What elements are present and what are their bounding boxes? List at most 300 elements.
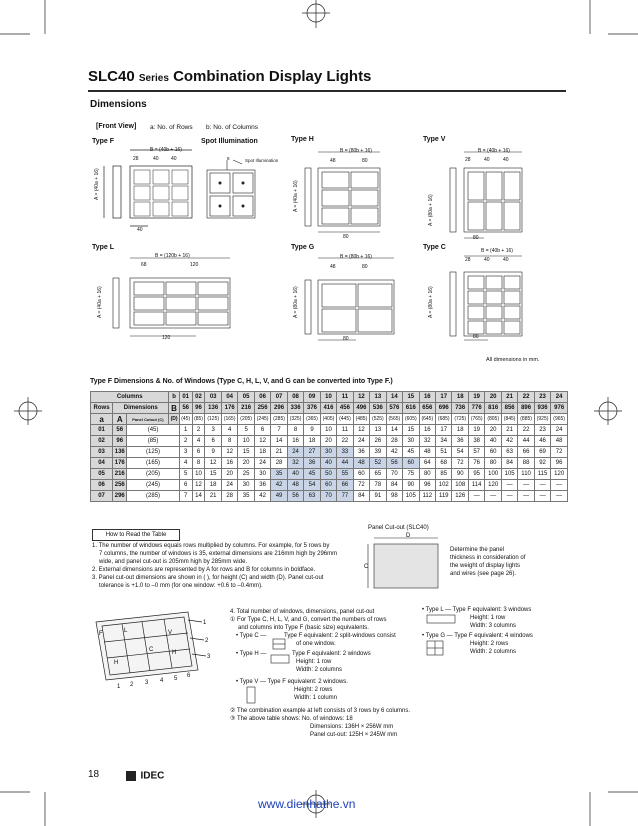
table-cell: 36 [254, 480, 270, 491]
table-cell: 20 [221, 469, 237, 480]
table-cell: 114 [468, 480, 484, 491]
B-cell: 496 [353, 403, 369, 414]
col-cell: 11 [337, 392, 353, 403]
table-cell: (125) [127, 447, 179, 458]
B-cell: 936 [534, 403, 550, 414]
table-cell: 3 [205, 425, 221, 436]
v-dim-28: 28 [465, 157, 471, 163]
table-cell: 12 [254, 436, 270, 447]
type-l-note-3: Width: 3 columns [470, 623, 517, 629]
table-cell: 85 [436, 469, 452, 480]
dimensions-table [90, 391, 568, 502]
type-g-note-2: Height: 2 rows [470, 641, 509, 647]
table-cell: — [551, 480, 568, 491]
table-cell: 44 [337, 458, 353, 469]
table-cell: 6 [205, 436, 221, 447]
col-cell: 12 [353, 392, 369, 403]
col-cell: 10 [320, 392, 336, 403]
type-h-note-1: • Type H — [236, 651, 267, 657]
table-cell: 76 [468, 458, 484, 469]
table-cell: 7 [179, 491, 192, 502]
g-top-formula: B = (80b + 16) [340, 254, 372, 260]
table-row [91, 447, 568, 458]
D-cell: (845) [501, 414, 517, 425]
B-cell: 736 [452, 403, 468, 414]
table-cell: 92 [534, 458, 550, 469]
h-dim-80b: 80 [343, 234, 349, 240]
panel-note [450, 546, 525, 578]
table-cell: 60 [403, 458, 419, 469]
table-cell: 12 [221, 447, 237, 458]
rows-label: Rows [91, 403, 113, 414]
panel-cutout-text: Panel Cutout [132, 416, 157, 422]
table-cell: 100 [485, 469, 501, 480]
table-row [91, 458, 568, 469]
col-cell: 19 [468, 392, 484, 403]
l-top-formula: B = (120b + 16) [155, 253, 190, 259]
table-cell: (285) [127, 491, 179, 502]
B-cell: 536 [370, 403, 386, 414]
table-cell: 96 [113, 436, 127, 447]
note-2: 2. External dimensions are represented by A for rows and B for columns in boldface. [92, 567, 316, 573]
summary-line-3c: Panel cut-out: 125H × 245W mm [310, 732, 398, 738]
type-l-note-1: • Type L — Type F equivalent: 3 windows [422, 607, 532, 613]
table-cell: 14 [386, 425, 402, 436]
ex-r2: 2 [205, 638, 209, 644]
summary-line-3b: Dimensions: 136H × 256W mm [310, 724, 394, 730]
D-cell: (965) [551, 414, 568, 425]
g-side-formula: A = (80a + 16) [293, 286, 299, 318]
v-top-formula: B = (40b + 16) [478, 148, 510, 154]
table-cell: 115 [534, 469, 550, 480]
type-g-note-3: Width: 2 columns [470, 649, 517, 655]
table-cell: 16 [221, 458, 237, 469]
c-label: (C) [158, 416, 164, 422]
ex-c: C [149, 647, 154, 653]
table-cell: 16 [419, 425, 435, 436]
table-cell: — [518, 491, 534, 502]
table-cell: — [518, 480, 534, 491]
table-cell: 27 [304, 447, 320, 458]
note-1: 1. The number of windows equals rows multiplied by columns. For example, for 5 rows by [92, 543, 330, 549]
ex-h: H [114, 660, 119, 666]
dimensions-heading: Dimensions [90, 99, 147, 110]
col-cell: 21 [501, 392, 517, 403]
type-c-note-2: Type F equivalent: 2 split-windows consist [284, 633, 396, 639]
panel-note-2: thickness in consideration of [450, 555, 526, 561]
table-cell: 90 [452, 469, 468, 480]
D-cell: (685) [436, 414, 452, 425]
table-cell: 21 [271, 447, 287, 458]
table-cell: 42 [271, 480, 287, 491]
B-cell: 376 [304, 403, 320, 414]
table-cell: 216 [113, 469, 127, 480]
type-v-note: • Type V — Type F equivalent: 2 windows. [236, 679, 348, 685]
ex-n5: 5 [174, 676, 178, 682]
table-cell: 28 [386, 436, 402, 447]
panel-d-label: D [406, 533, 411, 539]
table-cell: 36 [304, 458, 320, 469]
ex-n2: 2 [130, 682, 134, 688]
ex-r3: 3 [207, 654, 211, 660]
D-cell: (125) [205, 414, 221, 425]
D-cell: (205) [238, 414, 254, 425]
table-cell: 56 [113, 425, 127, 436]
table-cell: 55 [337, 469, 353, 480]
table-cell: 26 [370, 436, 386, 447]
note-3b: tolerance is +1.0 to –0 mm (for one window: +0.6 to –0.4mm). [99, 583, 263, 589]
l-side-formula: A = (40a + 16) [97, 286, 103, 318]
B-cell: 776 [468, 403, 484, 414]
table-cell: 77 [337, 491, 353, 502]
table-cell: 96 [551, 458, 568, 469]
table-cell: 04 [91, 458, 113, 469]
table-cell: 48 [419, 447, 435, 458]
table-cell: 68 [436, 458, 452, 469]
h-dim-80: 80 [362, 158, 368, 164]
step4-line3: and columns into Type F (basic size) equivalents. [238, 625, 369, 631]
table-d-row [91, 414, 568, 425]
table-cell: 39 [370, 447, 386, 458]
col-cell: 15 [403, 392, 419, 403]
type-h-drawing [290, 146, 390, 238]
table-cell: 28 [221, 491, 237, 502]
panel-c-label: C [364, 564, 369, 570]
f-side-formula: A = (40a + 16) [94, 168, 100, 200]
B-cell: 456 [337, 403, 353, 414]
table-cell: 36 [452, 436, 468, 447]
D-cell: (45) [179, 414, 192, 425]
f-dim-40c: 40 [137, 227, 143, 233]
table-cell: 10 [320, 425, 336, 436]
type-c-note-1: • Type C — [236, 633, 267, 639]
type-g-icon [426, 640, 444, 656]
col-cell: 16 [419, 392, 435, 403]
B-cell: 896 [518, 403, 534, 414]
B-cell: 296 [271, 403, 287, 414]
table-cell: — [485, 491, 501, 502]
table-cell: 18 [304, 436, 320, 447]
type-v-dims [294, 686, 337, 702]
col-cell: 06 [254, 392, 270, 403]
table-cell: 21 [501, 425, 517, 436]
website-link[interactable]: www.dienhathe.vn [258, 797, 356, 811]
table-cell: 46 [534, 436, 550, 447]
table-cell: 66 [518, 447, 534, 458]
col-cell: 02 [192, 392, 205, 403]
table-cell: 57 [468, 447, 484, 458]
col-cell: 14 [386, 392, 402, 403]
table-cell: 40 [485, 436, 501, 447]
table-cell: 32 [419, 436, 435, 447]
note-3: 3. Panel cut-out dimensions are shown in ( ), for height (C) and width (D). Panel cut-out [92, 575, 324, 581]
table-cell: 105 [501, 469, 517, 480]
table-cell: — [468, 491, 484, 502]
table-cell: 4 [221, 425, 237, 436]
col-cell: 17 [436, 392, 452, 403]
table-cell: 108 [452, 480, 468, 491]
type-f-drawing [96, 146, 206, 238]
B-cell: 976 [551, 403, 568, 414]
table-cell: 07 [91, 491, 113, 502]
D-label: (D) [169, 414, 179, 425]
D-cell: (165) [221, 414, 237, 425]
table-cell: 12 [205, 458, 221, 469]
table-cell: 80 [419, 469, 435, 480]
table-row [91, 491, 568, 502]
table-cell: 75 [403, 469, 419, 480]
D-cell: (925) [534, 414, 550, 425]
table-cell: 69 [534, 447, 550, 458]
columns-legend: b: No. of Columns [206, 124, 259, 131]
table-cell: (45) [127, 425, 179, 436]
B-cell: 576 [386, 403, 402, 414]
table-cell: 22 [518, 425, 534, 436]
D-cell: (725) [452, 414, 468, 425]
table-cell: 36 [353, 447, 369, 458]
a-label: a [91, 414, 113, 425]
table-cell: 02 [91, 436, 113, 447]
table-cell: 11 [337, 425, 353, 436]
table-cell: 119 [436, 491, 452, 502]
D-cell: (885) [518, 414, 534, 425]
D-cell: (485) [353, 414, 369, 425]
table-cell: 136 [113, 447, 127, 458]
c-side-formula: A = (80a + 16) [428, 286, 434, 318]
v-dim-80: 80 [473, 235, 479, 241]
table-cell: 60 [320, 480, 336, 491]
D-cell: (445) [337, 414, 353, 425]
D-cell: (605) [403, 414, 419, 425]
table-cell: 1 [179, 425, 192, 436]
table-cell: 126 [452, 491, 468, 502]
table-cell: 72 [452, 458, 468, 469]
h-side-formula: A = (40a + 16) [293, 180, 299, 212]
table-cell: 23 [534, 425, 550, 436]
ex-l: L [124, 628, 128, 634]
table-heading: Type F Dimensions & No. of Windows (Type C, H, L, V, and G can be converted into Type F.) [90, 378, 393, 385]
c-dim-40b: 40 [503, 257, 509, 263]
table-cell: 03 [91, 447, 113, 458]
how-to-notes [92, 542, 364, 590]
type-v-drawing [428, 146, 528, 244]
table-cell: 45 [304, 469, 320, 480]
table-row [91, 425, 568, 436]
l-dim-120: 120 [190, 262, 199, 268]
ex-h2: H [172, 650, 177, 656]
B-cell: 136 [205, 403, 221, 414]
panel-note-4: and wires (see page 26). [450, 571, 517, 577]
table-cell: 70 [320, 491, 336, 502]
table-cell: — [534, 480, 550, 491]
table-cell: 48 [353, 458, 369, 469]
table-cell: 8 [192, 458, 205, 469]
table-cell: 30 [238, 480, 254, 491]
D-cell: (525) [370, 414, 386, 425]
f-top-formula: B = (40b + 16) [150, 147, 182, 153]
l-dim-120b: 120 [162, 335, 171, 341]
type-l-note-2: Height: 1 row [470, 615, 506, 621]
table-cell: 48 [287, 480, 303, 491]
table-cell: 14 [271, 436, 287, 447]
table-cell: 90 [403, 480, 419, 491]
table-cell: 22 [337, 436, 353, 447]
table-cell: 4 [179, 458, 192, 469]
v-side-formula: A = (80a + 16) [428, 194, 434, 226]
B-cell: 416 [320, 403, 336, 414]
B-cell: 216 [238, 403, 254, 414]
ex-f: F [99, 631, 103, 637]
summary-line-2: ② The combination example at left consists of 3 rows by 6 columns. [230, 708, 411, 714]
B-cell: 336 [287, 403, 303, 414]
table-cell: 18 [254, 447, 270, 458]
type-h-dims [296, 658, 342, 674]
table-cell: (245) [127, 480, 179, 491]
table-cell: 60 [353, 469, 369, 480]
table-cell: 6 [179, 480, 192, 491]
type-c-note-3: of one window. [296, 641, 336, 647]
B-cell: 256 [254, 403, 270, 414]
table-cell: 24 [287, 447, 303, 458]
table-cell: 54 [304, 480, 320, 491]
spot-illumination-label: Spot Illumination [201, 138, 258, 145]
table-cell: (165) [127, 458, 179, 469]
table-cell: 84 [386, 480, 402, 491]
table-cell: 5 [179, 469, 192, 480]
table-cell: 42 [254, 491, 270, 502]
table-b-row [91, 403, 568, 414]
B-cell: 816 [485, 403, 501, 414]
panel-cutout-label [127, 414, 169, 425]
col-cell: 13 [370, 392, 386, 403]
table-cell: 2 [192, 425, 205, 436]
table-cell: 13 [370, 425, 386, 436]
table-cell: 72 [353, 480, 369, 491]
col-cell: 09 [304, 392, 320, 403]
D-cell: (285) [271, 414, 287, 425]
g-dim-80: 80 [362, 264, 368, 270]
type-h-icon [270, 654, 290, 664]
table-cell: 49 [271, 491, 287, 502]
table-cell: 8 [287, 425, 303, 436]
b-label: b [169, 392, 179, 403]
type-v-height: Height: 2 rows [294, 687, 333, 693]
table-cell: 10 [192, 469, 205, 480]
D-cell: (405) [320, 414, 336, 425]
table-cell: 6 [254, 425, 270, 436]
type-h-note-2: Type F equivalent: 2 windows [292, 651, 371, 657]
type-g-note-1: • Type G — Type F equivalent: 4 windows [422, 633, 533, 639]
table-cell: 63 [304, 491, 320, 502]
rows-legend: a: No. of Rows [150, 124, 193, 131]
D-cell: (245) [254, 414, 270, 425]
table-cell: 32 [287, 458, 303, 469]
ex-n3: 3 [145, 680, 149, 686]
table-cell: 256 [113, 480, 127, 491]
g-dim-80b: 80 [343, 336, 349, 342]
table-row [91, 480, 568, 491]
table-cell: — [501, 480, 517, 491]
table-cell: (205) [127, 469, 179, 480]
table-cell: 30 [403, 436, 419, 447]
type-h-note [236, 650, 371, 658]
table-cell: 38 [468, 436, 484, 447]
table-cell: 20 [320, 436, 336, 447]
idec-logo [126, 767, 168, 782]
col-cell: 03 [205, 392, 221, 403]
table-cell: 01 [91, 425, 113, 436]
table-cell: 63 [501, 447, 517, 458]
step4-summary [230, 707, 530, 739]
page-number: 18 [88, 769, 100, 780]
type-g-drawing [290, 252, 410, 346]
A-label: A [113, 414, 127, 425]
ex-n6: 6 [187, 673, 191, 679]
c-dim-80: 80 [473, 334, 479, 340]
table-cell: 10 [238, 436, 254, 447]
series-word: Series [138, 73, 169, 84]
table-cell: 3 [179, 447, 192, 458]
table-cell: 12 [192, 480, 205, 491]
col-cell: 01 [179, 392, 192, 403]
table-cell: 17 [436, 425, 452, 436]
table-cell: 15 [205, 469, 221, 480]
l-dim-68: 68 [141, 262, 147, 268]
table-cell: 24 [254, 458, 270, 469]
step4-text [230, 608, 420, 632]
panel-cutout-drawing [362, 534, 442, 590]
table-cell: 21 [205, 491, 221, 502]
spot-dim-8: 8 [227, 156, 230, 161]
table-cell: 4 [192, 436, 205, 447]
columns-label: Columns [91, 392, 169, 403]
table-cell: 16 [287, 436, 303, 447]
B-cell: 856 [501, 403, 517, 414]
table-cell: 2 [179, 436, 192, 447]
table-cell: 20 [238, 458, 254, 469]
table-cell: 110 [518, 469, 534, 480]
step4-line2: ① For Type C, H, L, V, and G, convert the numbers of rows [230, 617, 387, 623]
B-cell: 56 [179, 403, 192, 414]
type-l-drawing [96, 252, 246, 344]
step4-line1: 4. Total number of windows, dimensions, panel cut-out [230, 609, 375, 615]
B-label: B [169, 403, 179, 414]
table-cell: 112 [419, 491, 435, 502]
B-cell: 696 [436, 403, 452, 414]
table-cell: 15 [403, 425, 419, 436]
B-cell: 656 [419, 403, 435, 414]
D-cell: (645) [419, 414, 435, 425]
panel-cutout-title: Panel Cut-out (SLC40) [368, 525, 429, 531]
title-bar [88, 66, 566, 92]
series-name: SLC40 [88, 68, 135, 85]
D-cell: (805) [485, 414, 501, 425]
table-cell: 42 [501, 436, 517, 447]
table-cell: 9 [205, 447, 221, 458]
page-title [88, 68, 371, 85]
v-dim-40b: 40 [503, 157, 509, 163]
type-l-icon [426, 614, 456, 624]
type-v-label: Type V [423, 136, 446, 143]
type-h-height: Height: 1 row [296, 659, 332, 665]
table-cell: 35 [271, 469, 287, 480]
combination-example-drawing [90, 608, 220, 698]
table-cell: 48 [551, 436, 568, 447]
table-cell: 30 [254, 469, 270, 480]
ex-r1: 1 [203, 620, 207, 626]
table-cell: 176 [113, 458, 127, 469]
table-row [91, 469, 568, 480]
